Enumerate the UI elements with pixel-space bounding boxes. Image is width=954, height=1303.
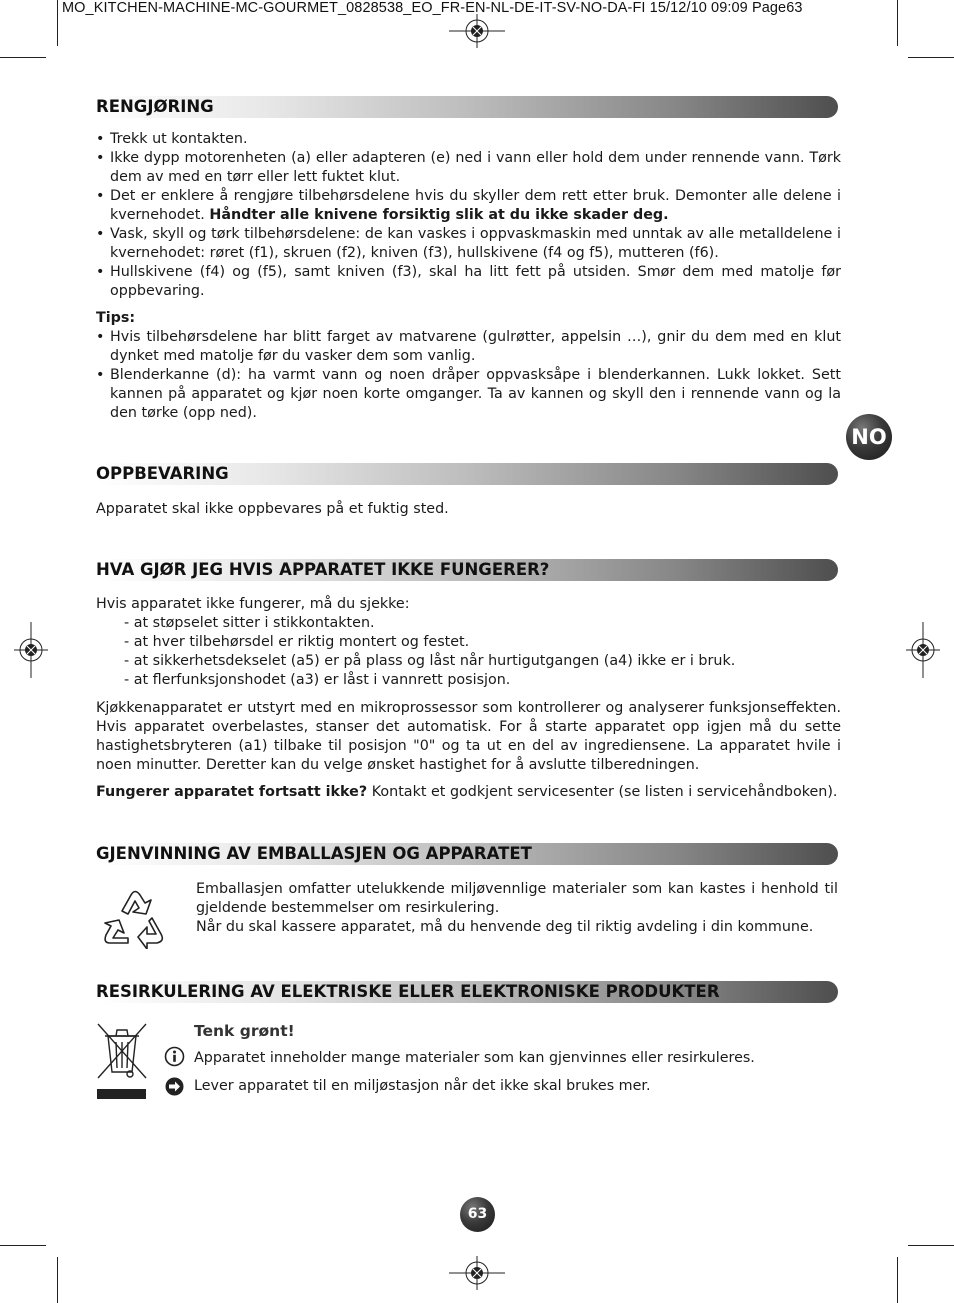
list-item: • Blenderkanne (d): ha varmt vann og noen dråper oppvasksåpe i blenderkannen. Lukk lokket. Sett kannen på apparatet og kjør noen korte omganger. Ta av kannen og skyll den i rennende vann og la den tørke (opp ned).: [96, 367, 841, 421]
storage-text: Apparatet skal ikke oppbevares på et fuktig sted.: [96, 501, 449, 517]
section-heading-troubleshooting: [96, 559, 838, 581]
registration-mark-icon: [14, 622, 48, 678]
print-header: MO_KITCHEN-MACHINE-MC-GOURMET_0828538_EO_FR-EN-NL-DE-IT-SV-NO-DA-FI 15/12/10 09:09 Page63: [62, 0, 803, 16]
language-badge: NO: [846, 414, 892, 460]
section-title: HVA GJØR JEG HVIS APPARATET IKKE FUNGERER?: [96, 560, 550, 579]
info-text: Apparatet inneholder mange materialer som kan gjenvinnes eller resirkuleres.: [194, 1050, 755, 1066]
section-heading-oppbevaring: [96, 463, 838, 485]
registration-mark-icon: [449, 1256, 505, 1290]
disposal-text: Når du skal kassere apparatet, må du henvende deg til riktig avdeling i din kommune.: [196, 919, 814, 935]
info-icon: [164, 1046, 185, 1067]
action-text: Lever apparatet til en miljøstasjon når det ikke skal brukes mer.: [194, 1078, 651, 1094]
crop-mark: [908, 57, 954, 58]
crop-mark: [897, 0, 898, 46]
check-item: - at hver tilbehørsdel er riktig montert og festet.: [124, 634, 470, 650]
section-title: GJENVINNING AV EMBALLASJEN OG APPARATET: [96, 844, 532, 863]
section-heading-recycling-packaging: [96, 843, 838, 865]
packaging-text: Emballasjen omfatter utelukkende miljøvennlige materialer som kan kastes i henhold til gjeldende bestemmelser om resirkulering.: [196, 881, 838, 916]
section-heading-weee: [96, 981, 838, 1003]
crossed-bin-icon: [96, 1022, 148, 1102]
check-item: - at sikkerhetsdekselet (a5) er på plass og låst når hurtigutgangen (a4) ikke er i bruk.: [124, 653, 736, 669]
section-title: OPPBEVARING: [96, 464, 229, 483]
check-intro: Hvis apparatet ikke fungerer, må du sjekke:: [96, 596, 410, 612]
green-subtitle: Tenk grønt!: [194, 1022, 295, 1040]
crop-mark: [57, 0, 58, 46]
registration-mark-icon: [449, 14, 505, 48]
crop-mark: [0, 1245, 46, 1246]
section-heading-rengjoring: [96, 96, 838, 118]
check-item: - at flerfunksjonshodet (a3) er låst i vannrett posisjon.: [124, 672, 511, 688]
list-item: • Trekk ut kontakten.: [96, 131, 248, 147]
overload-paragraph: Kjøkkenapparatet er utstyrt med en mikroprossessor som kontrollerer og analyserer funksjonseffekten. Hvis apparatet overbelastes, stanser det automatisk. For å starte apparatet opp igjen må du sette hastighetsbryteren (a1) tilbake til posisjon "0" og ta ut en del av ingrediensene. La apparatet hvile i noen minutter. Deretter kan du velge ønsket hastighet for å avslutte tilberedningen.: [96, 700, 841, 773]
crop-mark: [908, 1245, 954, 1246]
registration-mark-icon: [906, 622, 940, 678]
list-item: • Hvis tilbehørsdelene har blitt farget av matvarene (gulrøtter, appelsin …), gnir du dem med en klut dynket med matolje før du vasker dem som vanlig.: [96, 329, 841, 364]
crop-mark: [57, 1257, 58, 1303]
list-item: • Vask, skyll og tørk tilbehørsdelene: de kan vaskes i oppvaskmaskin med unntak av alle metalldelene i kvernehodet: røret (f1), skruen (f2), kniven (f3), hullskivene (f4 og f5), mutteren (f6).: [96, 226, 841, 261]
tips-label: Tips:: [96, 310, 136, 326]
section-title: RESIRKULERING AV ELEKTRISKE ELLER ELEKTRONISKE PRODUKTER: [96, 982, 720, 1001]
crop-mark: [0, 57, 46, 58]
recycle-icon: [100, 883, 170, 949]
section-title: RENGJØRING: [96, 97, 214, 116]
list-item: • Hullskivene (f4) og (f5), samt kniven (f3), skal ha litt fett på utsiden. Smør dem med matolje før oppbevaring.: [96, 264, 841, 299]
warning-text: Håndter alle knivene forsiktig slik at du ikke skader deg.: [209, 207, 669, 223]
page-number: 63: [460, 1197, 495, 1232]
crop-mark: [897, 1257, 898, 1303]
list-item: • Det er enklere å rengjøre tilbehørsdelene hvis du skyller dem rett etter bruk. Demonter alle delene i kvernehodet. Håndter alle knivene forsiktig slik at du ikke skader deg.: [96, 188, 841, 223]
check-item: - at støpselet sitter i stikkontakten.: [124, 615, 375, 631]
arrow-right-icon: [164, 1076, 185, 1097]
list-item: • Ikke dypp motorenheten (a) eller adapteren (e) ned i vann eller hold dem under rennende vann. Tørk dem av med en tørr eller lett fuktet klut.: [96, 150, 841, 185]
still-not-working: Fungerer apparatet fortsatt ikke? Kontakt et godkjent servicesenter (se listen i servicehåndboken).: [96, 784, 838, 800]
